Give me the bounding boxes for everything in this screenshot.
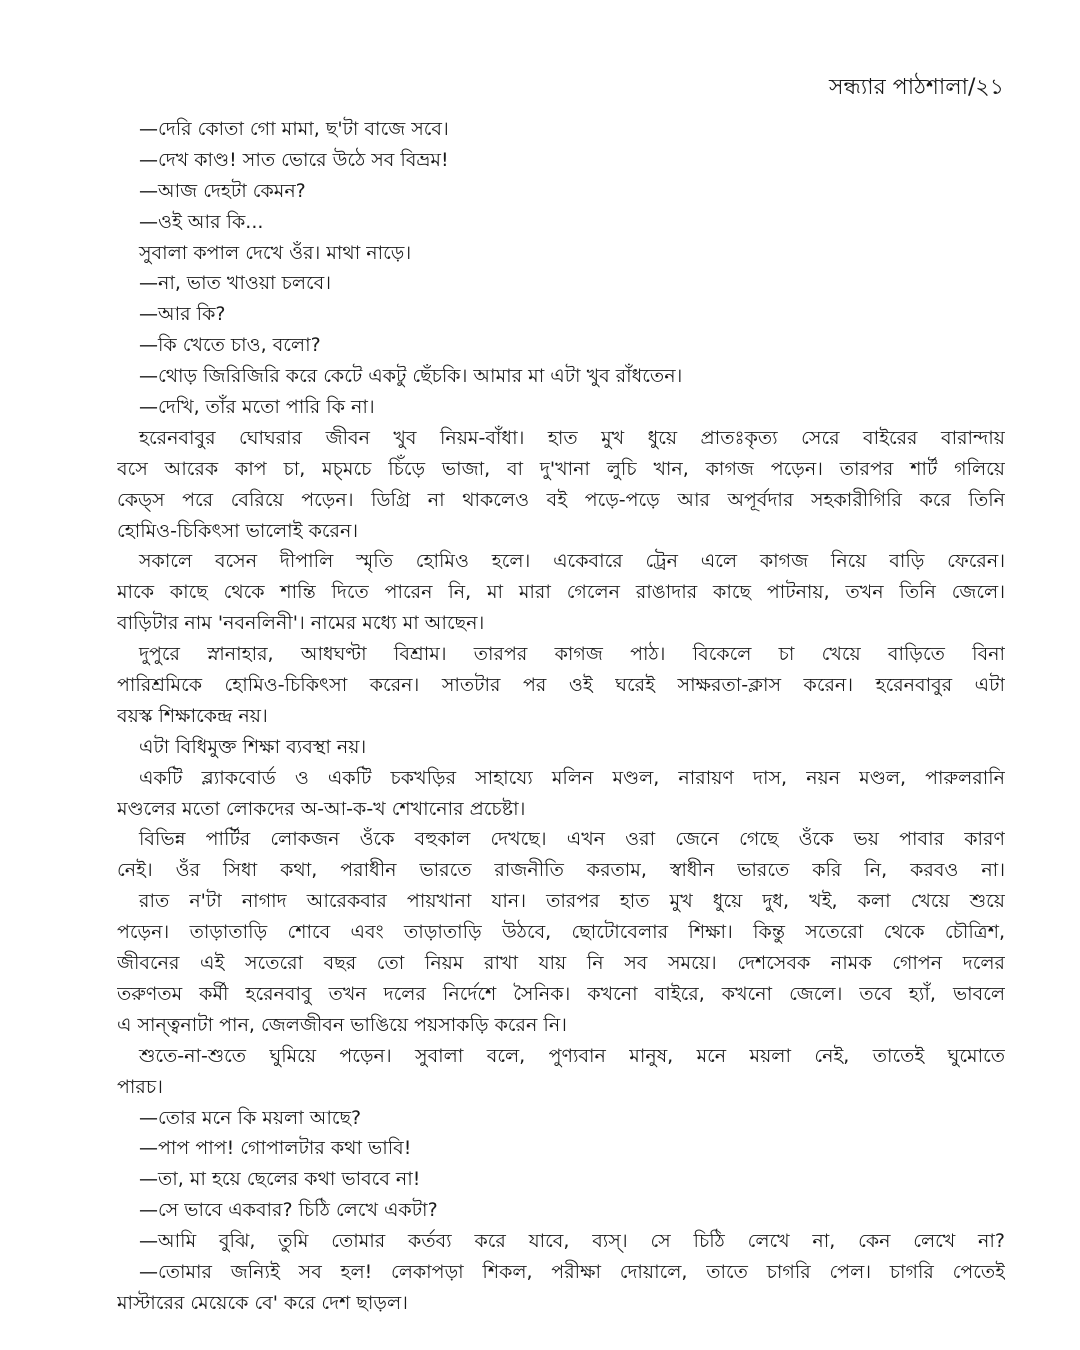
text-line: মাস্টারের মেয়েকে বে' করে দেশ ছাড়ল। (117, 1291, 408, 1314)
text-line: পারিশ্রমিকে হোমিও-চিকিৎসা করেন। সাতটার পর ওই ঘরেই সাক্ষরতা-ক্লাস করেন। হরেনবাবুর এটা (117, 674, 1005, 697)
text-line: শুতে-না-শুতে ঘুমিয়ে পড়েন। সুবালা বলে, পুণ্যবান মানুষ, মনে ময়লা নেই, তাতেই ঘুমোতে (139, 1044, 1005, 1067)
text-line: তরুণতম কর্মী হরেনবাবু তখন দলের নির্দেশে সৈনিক। কখনো বাইরে, কখনো জেলে। তবে হ্যাঁ, ভাবলে (117, 982, 1005, 1005)
text-line: —আমি বুঝি, তুমি তোমার কর্তব্য করে যাবে, ব্যস্। সে চিঠি লেখে না, কেন লেখে না? (139, 1230, 1005, 1253)
text-line: —সে ভাবে একবার? চিঠি লেখে একটা? (139, 1199, 438, 1222)
text-line: হরেনবাবুর ঘোঘরার জীবন খুব নিয়ম-বাঁধা। হাত মুখ ধুয়ে প্রাতঃকৃত্য সেরে বাইরের বারান্দায় (139, 426, 1005, 449)
text-line: —পাপ পাপ! গোপালটার কথা ভাবি! (139, 1137, 412, 1160)
text-line: বিভিন্ন পার্টির লোকজন ওঁকে বহুকাল দেখছে। এখন ওরা জেনে গেছে ওঁকে ভয় পাবার কারণ (139, 828, 1005, 851)
text-line: হোমিও-চিকিৎসা ভালোই করেন। (117, 519, 359, 542)
text-line: —তোমার জন্যিই সব হল! লেকাপড়া শিকল, পরীক্ষা দোয়ালে, তাতে চাগরি পেল। চাগরি পেতেই (139, 1260, 1005, 1283)
text-line: একটি ব্ল্যাকবোর্ড ও একটি চকখড়ির সাহায্যে মলিন মণ্ডল, নারায়ণ দাস, নয়ন মণ্ডল, পারুলরানি (139, 766, 1005, 789)
text-line: পড়েন। তাড়াতাড়ি শোবে এবং তাড়াতাড়ি উঠবে, ছোটোবেলার শিক্ষা। কিন্তু সতেরো থেকে চৌত্রিশ, (117, 921, 1005, 944)
text-line: —কি খেতে চাও, বলো? (139, 334, 321, 357)
text-line: বাড়িটার নাম 'নবনলিনী'। নামের মধ্যে মা আছেন। (117, 612, 485, 635)
text-line: মাকে কাছে থেকে শান্তি দিতে পারেন নি, মা মারা গেলেন রাঙাদার কাছে পাটনায়, তখন তিনি জেলে। (117, 581, 1005, 604)
text-line: জীবনের এই সতেরো বছর তো নিয়ম রাখা যায় নি সব সময়ে। দেশসেবক নামক গোপন দলের (117, 952, 1005, 975)
text-line: সকালে বসেন দীপালি স্মৃতি হোমিও হলে। একেবারে ট্রেন এলে কাগজ নিয়ে বাড়ি ফেরেন। (139, 550, 1005, 573)
text-line: মণ্ডলের মতো লোকদের অ-আ-ক-খ শেখানোর প্রচেষ্টা। (117, 797, 526, 820)
text-line: এটা বিধিমুক্ত শিক্ষা ব্যবস্থা নয়। (139, 735, 367, 758)
text-line: —আর কি? (139, 303, 226, 326)
text-line: নেই। ওঁর সিধা কথা, পরাধীন ভারতে রাজনীতি করতাম, স্বাধীন ভারতে করি নি, করবও না। (117, 859, 1005, 882)
text-line: বসে আরেক কাপ চা, মচ্মচে চিঁড়ে ভাজা, বা দু'খানা লুচি খান, কাগজ পড়েন। তারপর শার্ট গলিয়ে (117, 457, 1005, 480)
text-line: —তোর মনে কি ময়লা আছে? (139, 1106, 362, 1129)
text-line: —আজ দেহটা কেমন? (139, 179, 306, 202)
text-line: —না, ভাত খাওয়া চলবে। (139, 272, 332, 295)
text-line: পারচ। (117, 1075, 163, 1098)
text-line: বয়স্ক শিক্ষাকেন্দ্র নয়। (117, 704, 268, 727)
text-line: রাত ন'টা নাগাদ আরেকবার পায়খানা যান। তারপর হাত মুখ ধুয়ে দুধ, খই, কলা খেয়ে শুয়ে (139, 890, 1005, 913)
text-line: দুপুরে স্নানাহার, আধঘণ্টা বিশ্রাম। তারপর কাগজ পাঠ। বিকেলে চা খেয়ে বাড়িতে বিনা (139, 643, 1005, 666)
text-line: —দেখি, তাঁর মতো পারি কি না। (139, 396, 375, 419)
text-line: সুবালা কপাল দেখে ওঁর। মাথা নাড়ে। (139, 241, 412, 264)
text-line: —দেরি কোতা গো মামা, ছ'টা বাজে সবে। (139, 118, 449, 140)
text-line: এ সান্ত্বনাটা পান, জেলজীবন ভাঙিয়ে পয়সাকড়ি করেন নি। (117, 1013, 567, 1036)
text-line: কেড্স পরে বেরিয়ে পড়েন। ডিগ্রি না থাকলেও বই পড়ে-পড়ে আর অপূর্বদার সহকারীগিরি করে তিনি (117, 488, 1005, 511)
running-head: সন্ধ্যার পাঠশালা/২১ (828, 75, 1004, 100)
text-line: —তা, মা হয়ে ছেলের কথা ভাববে না! (139, 1168, 421, 1191)
text-line: —থোড় জিরিজিরি করে কেটে একটু ছেঁচকি। আমার মা এটা খুব রাঁধতেন। (139, 365, 683, 388)
text-line: —ওই আর কি... (139, 210, 264, 233)
body-text (117, 114, 1005, 1319)
text-line: —দেখ কাণ্ড! সাত ভোরে উঠে সব বিভ্রম! (139, 148, 449, 171)
